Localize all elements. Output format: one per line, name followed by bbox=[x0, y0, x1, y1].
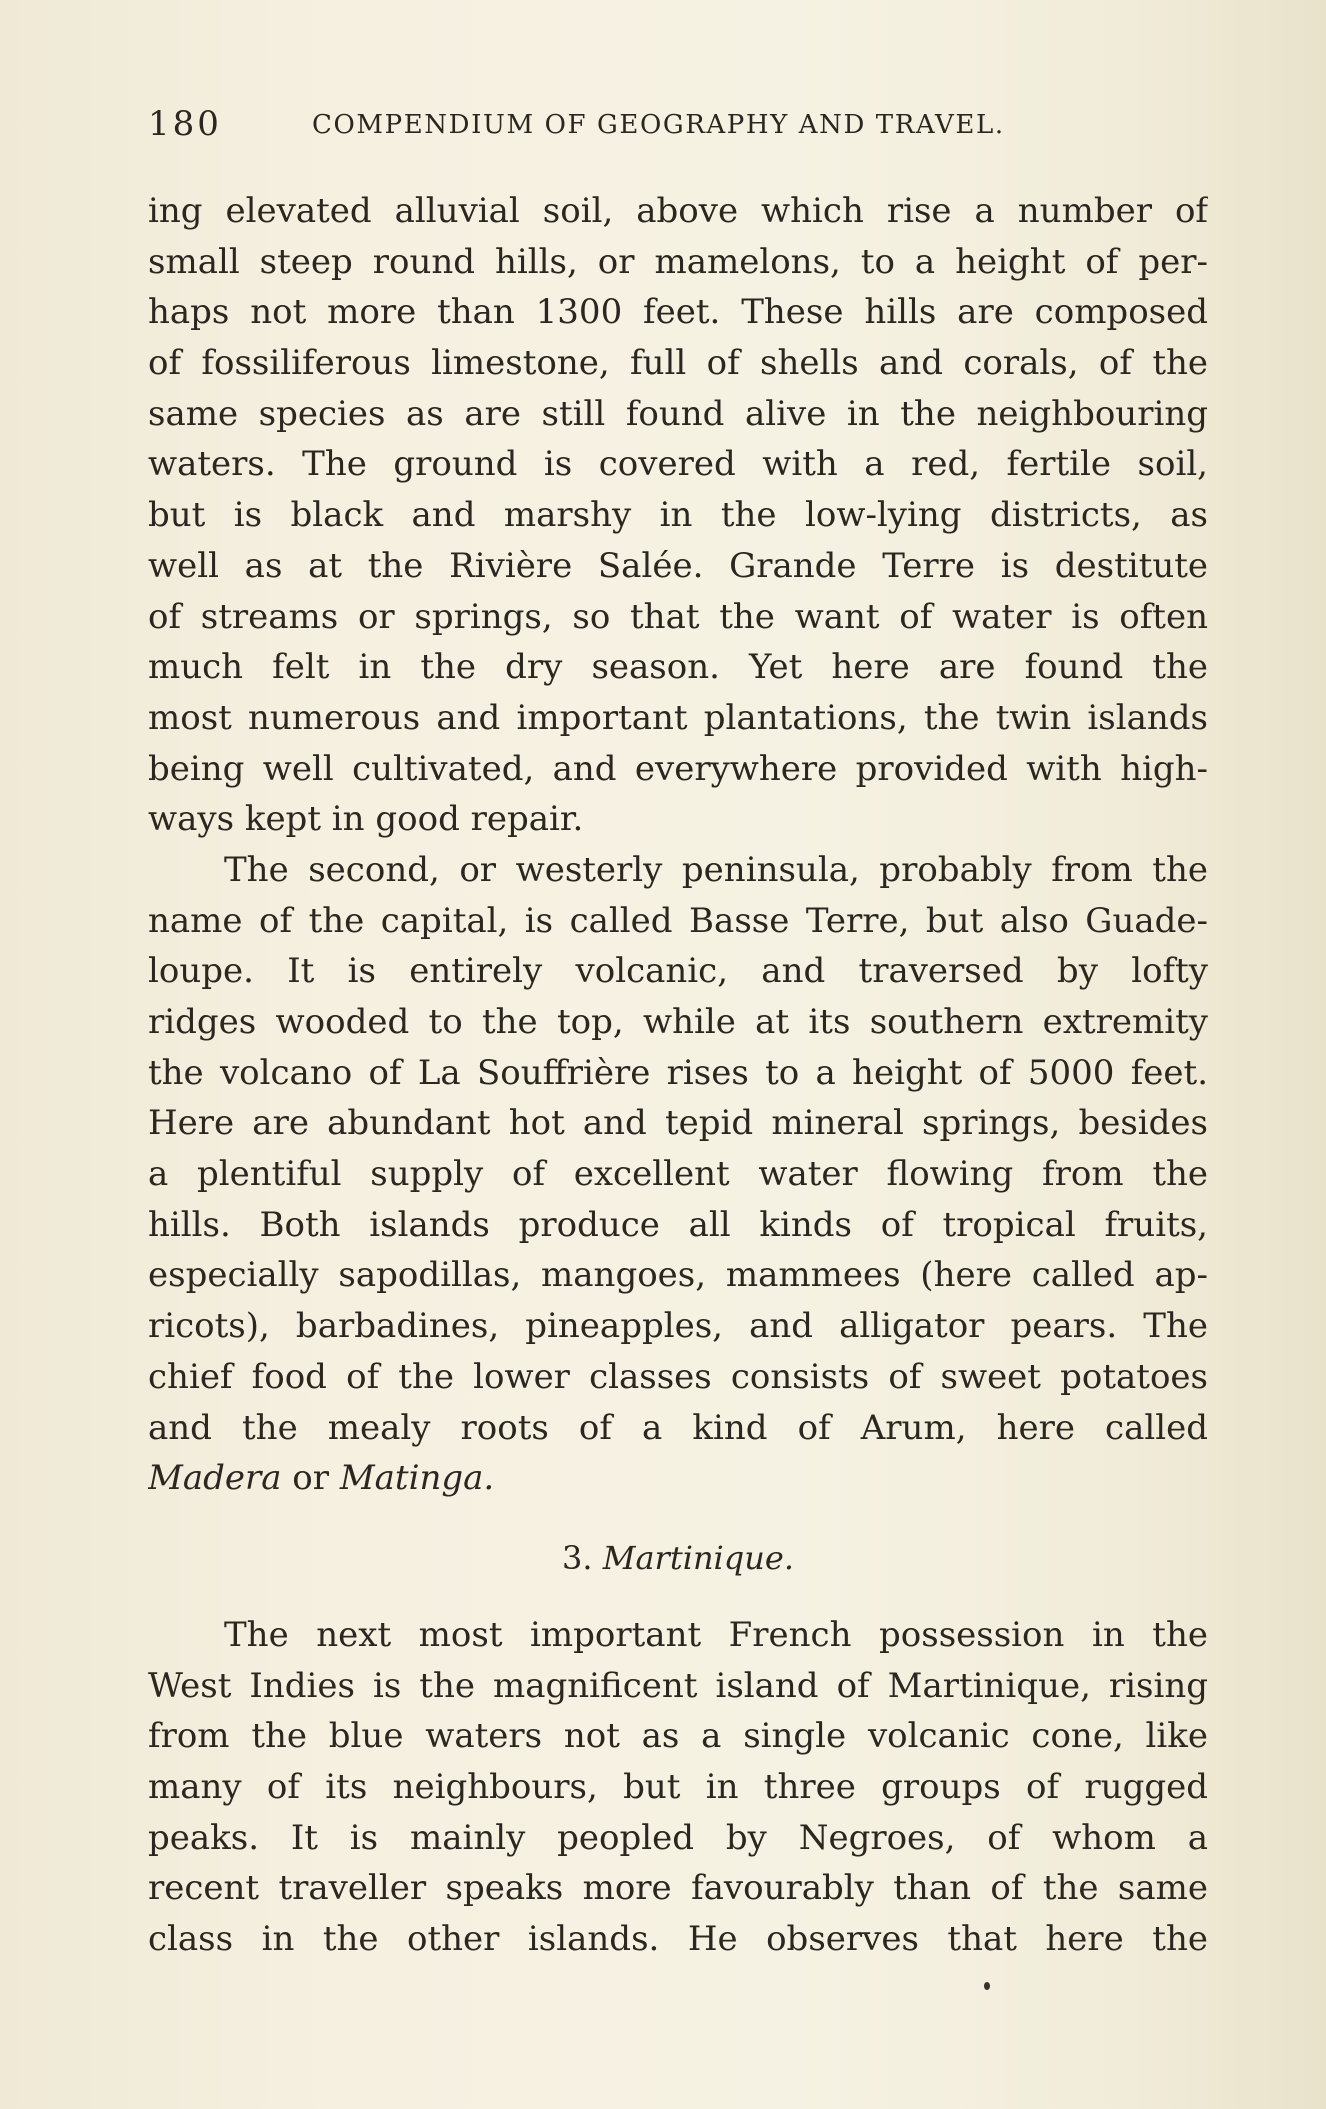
text-line: the volcano of La Souffrière rises to a height of 5000 feet. bbox=[148, 1052, 1208, 1093]
text-line: of streams or springs, so that the want of water is often bbox=[148, 596, 1208, 637]
section-title: Martinique. bbox=[602, 1539, 794, 1577]
text-line: being well cultivated, and everywhere provided with high- bbox=[148, 748, 1208, 789]
text-line: recent traveller speaks more favourably than of the same bbox=[148, 1868, 1208, 1909]
running-title: COMPENDIUM OF GEOGRAPHY AND TRAVEL. bbox=[312, 110, 1005, 140]
text-line: ing elevated alluvial soil, above which rise a number of bbox=[148, 191, 1208, 231]
text-line: ways kept in good repair. bbox=[148, 799, 584, 840]
text-line: waters. The ground is covered with a red, fertile soil, bbox=[148, 444, 1208, 485]
text-line: loupe. It is entirely volcanic, and traversed by lofty bbox=[148, 951, 1208, 992]
text-line: from the blue waters not as a single volcanic cone, like bbox=[148, 1716, 1208, 1757]
text-line: hills. Both islands produce all kinds of tropical fruits, bbox=[148, 1204, 1208, 1245]
text-line: most numerous and important plantations, the twin islands bbox=[148, 697, 1208, 738]
text-line: name of the capital, is called Basse Terre, but also Guade- bbox=[148, 900, 1208, 941]
text-line: class in the other islands. He observes that here the bbox=[148, 1919, 1208, 1960]
text-line: much felt in the dry season. Yet here are found the bbox=[148, 647, 1208, 688]
text-line: many of its neighbours, but in three groups of rugged bbox=[148, 1767, 1208, 1808]
text-line: chief food of the lower classes consists of sweet potatoes bbox=[148, 1356, 1208, 1397]
text-line: Here are abundant hot and tepid mineral springs, besides bbox=[148, 1103, 1208, 1144]
italic-term-matinga: Matinga. bbox=[339, 1458, 495, 1499]
text-line: especially sapodillas, mangoes, mammees (here called ap- bbox=[148, 1255, 1208, 1296]
text-line: The next most important French possession in the bbox=[224, 1615, 1208, 1655]
text-line: peaks. It is mainly peopled by Negroes, of whom a bbox=[148, 1817, 1208, 1858]
running-head bbox=[148, 100, 1208, 150]
body-text-lower bbox=[148, 1610, 1208, 1965]
text-line: a plentiful supply of excellent water flowing from the bbox=[148, 1154, 1208, 1195]
text-line: The second, or westerly peninsula, probably from the bbox=[224, 849, 1208, 890]
ink-speck bbox=[984, 1982, 990, 1990]
text-line: ricots), barbadines, pineapples, and alligator pears. The bbox=[148, 1306, 1208, 1347]
text-line: and the mealy roots of a kind of Arum, here called bbox=[148, 1407, 1208, 1448]
italic-term-madera: Madera bbox=[148, 1458, 282, 1499]
text-line: small steep round hills, or mamelons, to a height of per- bbox=[148, 241, 1208, 282]
text-line: of fossiliferous limestone, full of shells and corals, of the bbox=[148, 343, 1208, 384]
text-line: same species as are still found alive in the neighbouring bbox=[148, 393, 1208, 434]
body-text-upper bbox=[148, 186, 1208, 1504]
text-line: well as at the Rivière Salée. Grande Terre is destitute bbox=[148, 545, 1208, 586]
text-line-italic-terms bbox=[148, 1453, 1208, 1504]
text-line: but is black and marshy in the low-lying districts, as bbox=[148, 495, 1208, 536]
text-line: West Indies is the magnificent island of Martinique, rising bbox=[148, 1665, 1208, 1706]
page-number: 180 bbox=[148, 104, 222, 144]
section-heading bbox=[148, 1528, 1208, 1588]
text-line: haps not more than 1300 feet. These hills are composed bbox=[148, 292, 1208, 333]
section-number: 3. bbox=[562, 1539, 603, 1577]
text-line: ridges wooded to the top, while at its southern extremity bbox=[148, 1002, 1208, 1042]
connector-word: or bbox=[281, 1458, 340, 1499]
